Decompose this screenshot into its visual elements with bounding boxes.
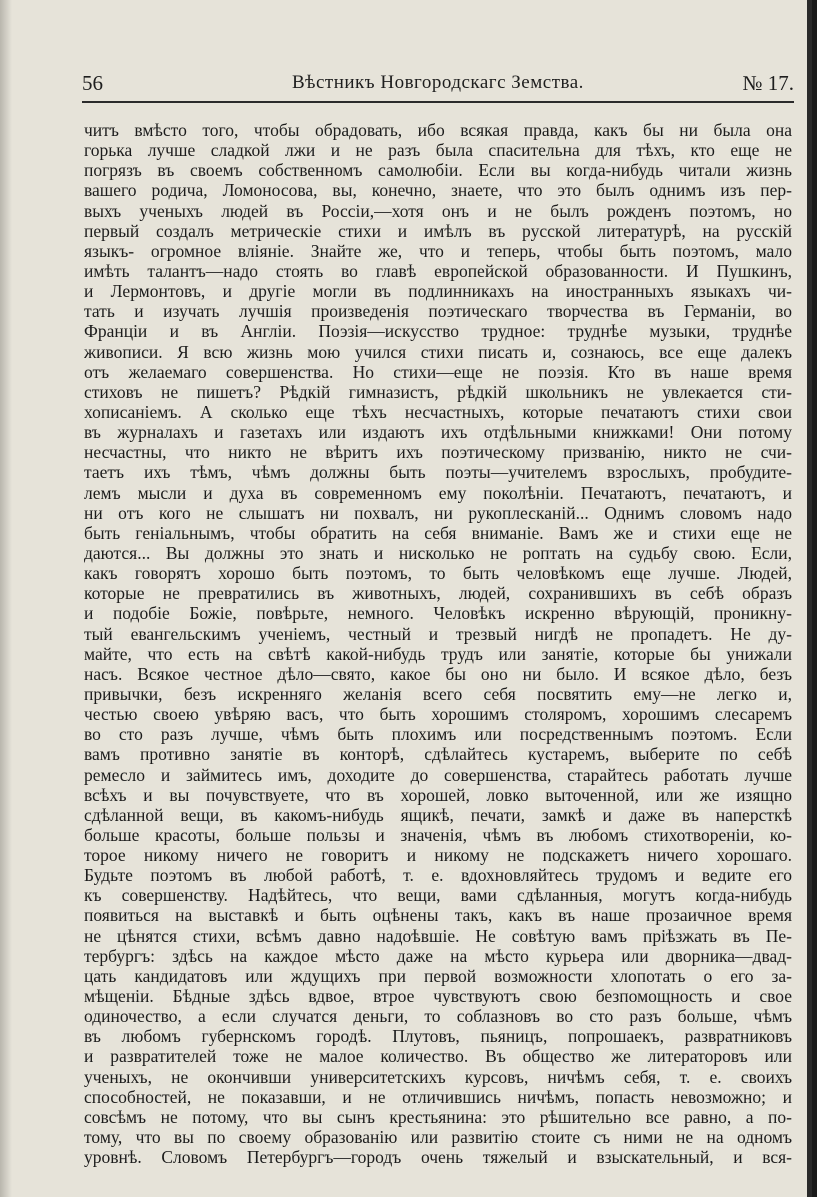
text-line: въ любомъ губернскомъ городѣ. Плутовъ, пьяницъ, попрошаекъ, развратниковъ	[84, 1026, 792, 1047]
text-line: Будьте поэтомъ въ любой работѣ, т. е. вдохновляйтесь трудомъ и ведите его	[84, 865, 792, 886]
text-line: даются... Вы должны это знать и нисколько не роптать на судьбу свою. Если,	[84, 542, 792, 563]
page-number: 56	[82, 71, 103, 95]
text-line: къ совершенству. Надѣйтесь, что вещи, вами сдѣланныя, могутъ когда-нибудь	[84, 885, 792, 906]
text-line: и Лермонтовъ, и другіе могли въ подлинникахъ на иностранныхъ языкахъ чи-	[84, 281, 792, 302]
body-text	[84, 120, 792, 1167]
text-line: несчастны, что никто не вѣритъ ихъ поэтическому призванію, никто не счи-	[84, 442, 792, 463]
text-line: въ журналахъ и газетахъ или издаютъ ихъ отдѣльными книжками! Они потому	[84, 422, 792, 443]
text-line: мѣщеніи. Бѣдные здѣсь вдвое, втрое чувствуютъ свою безпомощность и свое	[84, 986, 792, 1007]
text-line: ремесло и займитесь имъ, доходите до совершенства, старайтесь работать лучше	[84, 764, 792, 785]
header-rule	[82, 101, 794, 103]
text-line: насъ. Всякое честное дѣло—свято, какое бы оно ни было. И всякое дѣло, безъ	[84, 663, 792, 684]
text-line: отъ желаемаго совершенства. Но стихи—еще не поэзія. Кто въ наше время	[84, 361, 792, 382]
text-line: стиховъ не пишетъ? Рѣдкій гимназистъ, рѣдкій школьникъ не увлекается сти-	[84, 381, 792, 402]
text-line: быть геніальнымъ, чтобы обратить на себя вниманіе. Вамъ же и стихи еще не	[84, 522, 792, 543]
text-line: сдѣланной вещи, въ какомъ-нибудь ящикѣ, печати, замкѣ и даже въ наперсткѣ	[84, 804, 792, 825]
text-line: всѣхъ и вы почувствуете, что въ хорошей, ловко выточенной, или же изящно	[84, 784, 792, 805]
text-line: тый евангельскимъ ученіемъ, честный и трезвый нигдѣ не пропадетъ. Не ду-	[84, 623, 792, 644]
text-line: ни отъ кого не слышатъ ни похвалъ, ни рукоплесканій... Однимъ словомъ надо	[84, 502, 792, 523]
text-line: больше красоты, больше пользы и значенія, чѣмъ въ любомъ стихотвореніи, ко-	[84, 824, 792, 845]
text-line: какъ говорятъ хорошо быть поэтомъ, то быть человѣкомъ еще лучше. Людей,	[84, 563, 792, 584]
text-line: имѣть талантъ—надо стоять во главѣ европейской образованности. И Пушкинъ,	[84, 260, 792, 281]
text-line: тому, что вы по своему образованію или развитію стоите съ ними не на одномъ	[84, 1127, 792, 1148]
text-line: тать и изучать лучшія произведенія поэтическаго творчества въ Германіи, во	[84, 301, 792, 322]
text-line: не цѣнятся стихи, всѣмъ давно надоѣвшіе. Не совѣтую вамъ пріѣзжать въ Пе-	[84, 925, 792, 946]
text-line: цать кандидатовъ или ждущихъ при первой возможности хлопотать о его за-	[84, 965, 792, 986]
text-line: таетъ ихъ тѣмъ, чѣмъ должны быть поэты—учителемъ взрослыхъ, пробудите-	[84, 462, 792, 483]
text-line: и подобіе Божіе, повѣрьте, немного. Человѣкъ искренно вѣрующій, проникну-	[84, 603, 792, 624]
text-line: выхъ ученыхъ людей въ Россіи,—хотя онъ и не былъ рожденъ поэтомъ, но	[84, 200, 792, 221]
text-line: во сто разъ лучше, чѣмъ быть плохимъ или посредственнымъ поэтомъ. Если	[84, 724, 792, 745]
text-line: уровнѣ. Словомъ Петербургъ—городъ очень тяжелый и взыскательный, и вся-	[84, 1147, 792, 1168]
text-line: языкъ- огромное вліяніе. Знайте же, что и теперь, чтобы быть поэтомъ, мало	[84, 240, 792, 261]
running-header	[82, 71, 794, 99]
text-line: ученыхъ, не окончивши университетскихъ курсовъ, ничѣмъ себя, т. е. своихъ	[84, 1066, 792, 1087]
text-line: первый создалъ метрическіе стихи и имѣлъ въ русской литературѣ, на русскій	[84, 220, 792, 241]
text-line: появиться на выставкѣ и быть оцѣнены такъ, какъ въ наше прозаичное время	[84, 905, 792, 926]
text-line: привычки, безъ искренняго желанія всего себя посвятить ему—не легко и,	[84, 683, 792, 704]
text-line: горька лучше сладкой лжи и не разъ была спасительна для тѣхъ, кто еще не	[84, 140, 792, 161]
text-line: торое никому ничего не говоритъ и никому не подскажетъ ничего хорошаго.	[84, 845, 792, 866]
text-line: лемъ мысли и духа въ современномъ ему поколѣніи. Печатаютъ, печатаютъ, и	[84, 482, 792, 503]
issue-number: № 17.	[742, 71, 794, 95]
text-line: вашего родича, Ломоносова, вы, конечно, знаете, что это былъ однимъ изъ пер-	[84, 180, 792, 201]
text-line: и развратителей тоже не малое количество. Въ общество же литераторовъ или	[84, 1046, 792, 1067]
text-line: вамъ противно занятіе въ конторѣ, сдѣлайтесь кустаремъ, выберите по себѣ	[84, 744, 792, 765]
text-line: читъ вмѣсто того, чтобы обрадовать, ибо всякая правда, какъ бы ни была она	[84, 120, 792, 140]
page-gutter-shadow	[0, 0, 12, 1197]
text-line: живописи. Я всю жизнь мою учился стихи писать и, сознаюсь, все еще далекъ	[84, 341, 792, 362]
text-line: Франціи и въ Англіи. Поэзія—искусство трудное: труднѣе музыки, труднѣе	[84, 321, 792, 342]
text-line: совсѣмъ не потому, что вы сынъ крестьянина: это рѣшительно все равно, а по-	[84, 1106, 792, 1127]
journal-title: Вѣстникъ Новгородскагс Земства.	[292, 72, 584, 93]
text-line: способностей, не показавши, и не отличившись ничѣмъ, попасть невозможно; и	[84, 1086, 792, 1107]
text-line: честью своею увѣряю васъ, что быть хорошимъ столяромъ, хорошимъ слесаремъ	[84, 704, 792, 725]
text-line: тербургъ: здѣсь на каждое мѣсто даже на мѣсто курьера или дворника—двад-	[84, 945, 792, 966]
text-line: майте, что есть на свѣтѣ какой-нибудь трудъ или занятіе, которые бы унижали	[84, 643, 792, 664]
text-line: одиночество, а если случатся деньги, то соблазновъ во сто разъ больше, чѣмъ	[84, 1006, 792, 1027]
text-line: которые не превратились въ животныхъ, людей, сохранившихъ въ себѣ образъ	[84, 583, 792, 604]
text-line: хописаніемъ. А сколько еще тѣхъ несчастныхъ, которые печатаютъ стихи свои	[84, 401, 792, 422]
text-line: погрязъ въ своемъ собственномъ самолюбіи. Если вы когда-нибудь читали жизнь	[84, 160, 792, 181]
